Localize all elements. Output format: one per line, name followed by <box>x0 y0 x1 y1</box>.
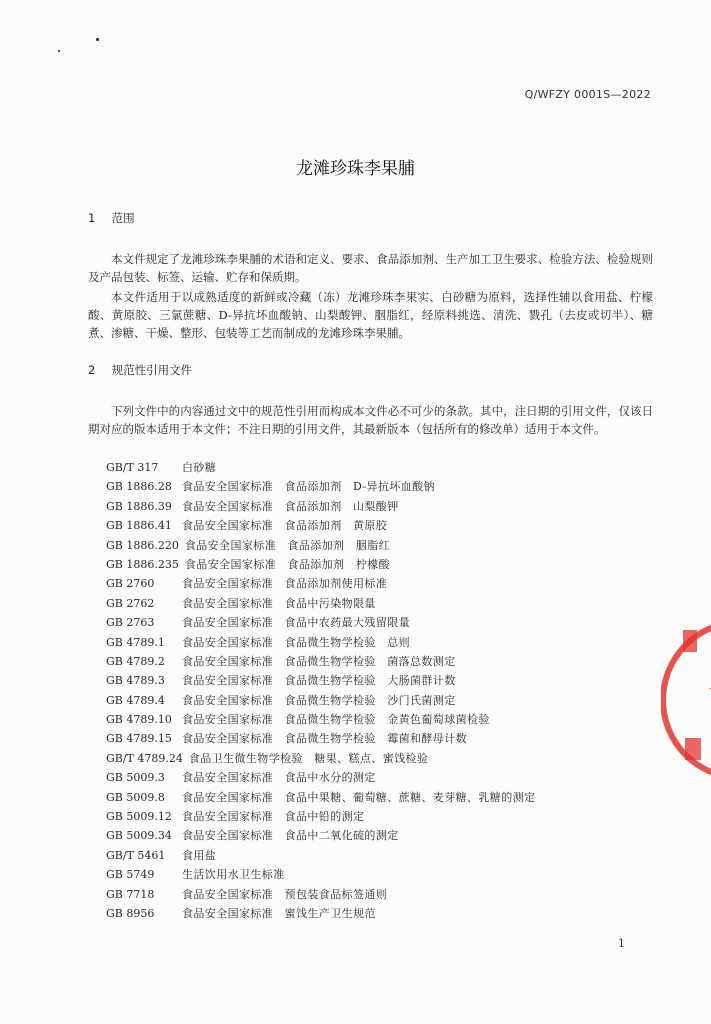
reference-item <box>106 826 535 845</box>
reference-item <box>106 710 535 729</box>
reference-item <box>106 516 535 535</box>
reference-code: GB 7718 <box>106 887 155 901</box>
reference-code: GB/T 317 <box>106 461 159 474</box>
reference-item <box>106 613 535 632</box>
reference-title: 食品安全国家标准 食品微生物学检验 总则 <box>182 635 410 649</box>
reference-code: GB 5009.8 <box>106 790 165 804</box>
reference-code: GB 5009.12 <box>106 810 172 824</box>
reference-item <box>106 865 535 884</box>
reference-title: 食品安全国家标准 食品添加剂使用标准 <box>182 577 388 591</box>
reference-code: GB 1886.41 <box>106 519 172 533</box>
section-heading-normative-references <box>88 362 192 378</box>
reference-item <box>106 574 535 593</box>
references-intro-paragraph: 下列文件中的内容通过文中的规范性引用而构成本文件必不可少的条款。其中，注日期的引用文件，仅该日期对应的版本适用于本文件；不注日期的引用文件，其最新版本（包括所有的修改单）适用于本文件。 <box>88 404 653 436</box>
reference-item <box>106 633 535 652</box>
reference-code: GB 2763 <box>106 616 155 630</box>
scan-dot <box>58 50 60 52</box>
section-number: 1 <box>88 211 96 225</box>
reference-code: GB 2762 <box>106 596 155 610</box>
reference-item <box>106 497 535 516</box>
reference-item <box>106 691 535 710</box>
reference-item <box>106 846 535 865</box>
reference-item <box>106 555 535 574</box>
section-title: 规范性引用文件 <box>111 363 193 377</box>
reference-title: 食品安全国家标准 食品中果糖、葡萄糖、蔗糖、麦芽糖、乳糖的测定 <box>182 790 536 804</box>
reference-code: GB 1886.235 <box>106 557 179 571</box>
reference-title: 食品安全国家标准 食品添加剂 柠檬酸 <box>184 557 391 571</box>
reference-code: GB 4789.10 <box>106 713 172 727</box>
reference-item <box>106 729 535 748</box>
reference-title: 食品安全国家标准 蜜饯生产卫生规范 <box>182 906 376 920</box>
reference-code: GB 2760 <box>106 577 155 591</box>
reference-code: GB 1886.220 <box>106 538 179 552</box>
page-number: 1 <box>618 937 625 950</box>
section-number: 2 <box>88 363 96 377</box>
reference-item <box>106 885 535 904</box>
reference-item <box>106 594 535 613</box>
reference-code: GB 4789.2 <box>106 654 165 668</box>
standard-number: Q/WFZY 0001S—2022 <box>524 88 651 101</box>
reference-title: 食品安全国家标准 食品中污染物限量 <box>182 596 376 610</box>
reference-title: 食品卫生微生物学检验 糖果、糕点、蜜饯检验 <box>188 751 429 765</box>
reference-title: 食品安全国家标准 食品中水分的测定 <box>182 771 376 785</box>
reference-item <box>106 788 535 807</box>
reference-title: 食品安全国家标准 食品微生物学检验 沙门氏菌测定 <box>182 693 456 707</box>
reference-item <box>106 458 535 477</box>
reference-code: GB 4789.4 <box>106 693 165 707</box>
reference-title: 食品安全国家标准 食品微生物学检验 大肠菌群计数 <box>182 674 456 688</box>
reference-item <box>106 536 535 555</box>
reference-code: GB 5009.34 <box>106 829 172 843</box>
reference-item <box>106 671 535 690</box>
document-title: 龙滩珍珠李果脯 <box>296 159 415 179</box>
reference-title: 食品安全国家标准 食品微生物学检验 霉菌和酵母计数 <box>182 732 467 746</box>
reference-item <box>106 807 535 826</box>
reference-item <box>106 477 535 496</box>
scope-paragraph: 本文件适用于以成熟适度的新鲜或冷藏（冻）龙滩珍珠李果实、白砂糖为原料，选择性辅以食用盐、柠檬酸、黄原胶、三氯蔗糖、D-异抗坏血酸钠、山梨酸钾、胭脂红，经原料挑选、清洗、戮孔（去皮或切半）、糖煮、渗糖、干燥、整形、包装等工艺而制成的龙滩珍珠李果脯。 <box>88 290 653 340</box>
reference-code: GB/T 5461 <box>106 848 166 862</box>
reference-title: 食品安全国家标准 食品中二氧化硫的测定 <box>182 829 399 843</box>
reference-title: 食品安全国家标准 食品微生物学检验 菌落总数测定 <box>182 654 456 668</box>
reference-code: GB 4789.1 <box>106 635 165 649</box>
section-title: 范围 <box>111 211 135 225</box>
reference-list <box>106 458 535 923</box>
reference-title: 白砂糖 <box>182 461 217 474</box>
reference-title: 食品安全国家标准 预包装食品标签通则 <box>182 887 388 901</box>
reference-code: GB 5749 <box>106 868 155 882</box>
reference-code: GB 5009.3 <box>106 771 165 785</box>
reference-title: 食品安全国家标准 食品中农药最大残留限量 <box>182 616 410 630</box>
reference-item <box>106 652 535 671</box>
reference-title: 食用盐 <box>182 848 217 862</box>
seal-stamp <box>661 610 711 790</box>
scope-paragraph: 本文件规定了龙滩珍珠李果脯的术语和定义、要求、食品添加剂、生产加工卫生要求、检验方法、检验规则及产品包装、标签、运输、贮存和保质期。 <box>88 252 653 284</box>
reference-code: GB 8956 <box>106 906 155 920</box>
reference-title: 食品安全国家标准 食品添加剂 胭脂红 <box>184 538 391 552</box>
reference-item <box>106 904 535 923</box>
reference-title: 食品安全国家标准 食品添加剂 山梨酸钾 <box>182 499 399 513</box>
reference-item <box>106 768 535 787</box>
reference-code: GB 4789.15 <box>106 732 172 746</box>
section-heading-scope <box>88 210 135 226</box>
scan-dot <box>96 38 99 41</box>
reference-code: GB/T 4789.24 <box>106 751 183 765</box>
reference-code: GB 1886.39 <box>106 499 172 513</box>
reference-title: 食品安全国家标准 食品添加剂 D-异抗坏血酸钠 <box>182 480 435 494</box>
reference-title: 食品安全国家标准 食品微生物学检验 金黄色葡萄球菌检验 <box>182 713 490 727</box>
reference-title: 生活饮用水卫生标准 <box>182 868 285 882</box>
reference-item <box>106 749 535 768</box>
reference-title: 食品安全国家标准 食品中铅的测定 <box>182 810 365 824</box>
reference-code: GB 1886.28 <box>106 480 172 494</box>
reference-title: 食品安全国家标准 食品添加剂 黄原胶 <box>182 519 388 533</box>
reference-code: GB 4789.3 <box>106 674 165 688</box>
